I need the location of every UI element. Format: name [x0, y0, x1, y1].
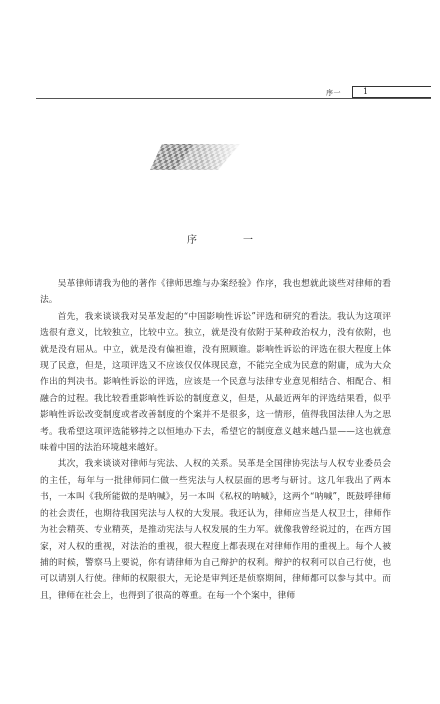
running-header-label: 序一: [326, 89, 341, 97]
checkered-ribbon-ornament: [148, 142, 240, 172]
paragraph-1: 吴革律师请我为他的著作《律师思维与办案经验》作序，我也想就此谈些对律师的看法。: [40, 279, 391, 306]
paragraph-3: 其次，我来谈谈对律师与宪法、人权的关系。吴革是全国律协宪法与人权专业委员会的主任，每年与一批律师同仁做一些宪法与人权层面的思考与研讨。这几年我出了两本书，一本叫《我所能做的是呐喊》，另一本叫《私权的呐喊》，这两个“呐喊”，既鼓呼律师的社会责任，也期待我国宪法与人权的大发展。我还认为，律师应当是人权卫士，律师作为社会精英、专业精英，是推动宪法与人权发展的生力军。就像我曾经说过的，在西方国家，对人权的重视，对法治的重视，很大程度上都表现在对律师作用的重视上。每个人被捕的时候，警察马上要说，你有请律师为自己辩护的权利。辩护的权利可以自己行使，也可以请别人行使。律师的权限很大，无论是审判还是侦察期间，律师都可以参与其中。而且，律师在社会上，也得到了很高的尊重。在每一个个案中，律师: [40, 459, 391, 601]
paragraph-2: 首先，我来谈谈我对吴革发起的“中国影响性诉讼”评选和研究的看法。我认为这项评选很有意义，比较独立，比较中立。独立，就是没有依附于某种政治权力，没有依附，也就是没有屈从。中立，就是没有偏袒谁，没有照顾谁。影响性诉讼的评选在很大程度上体现了民意，但是，这项评选又不应该仅仅体现民意，不能完全成为民意的附庸，成为大众作出的判决书。影响性诉讼的评选，应该是一个民意与法律专业意见相结合、相配合、相融合的过程。我比较看重影响性诉讼的制度意义，但是，从最近两年的评选结果看，似乎影响性诉讼改变制度或者改善制度的个案并不是很多，这一情形，值得我国法律人为之思考。我希望这项评选能够持之以恒地办下去，希望它的制度意义越来越凸显——这也就意味着中国的法治环境越来越好。: [40, 311, 391, 454]
header-rule: [36, 98, 431, 99]
chapter-title: 序 一: [187, 235, 271, 246]
body-text: [40, 276, 391, 604]
page-number: 1: [363, 87, 369, 96]
